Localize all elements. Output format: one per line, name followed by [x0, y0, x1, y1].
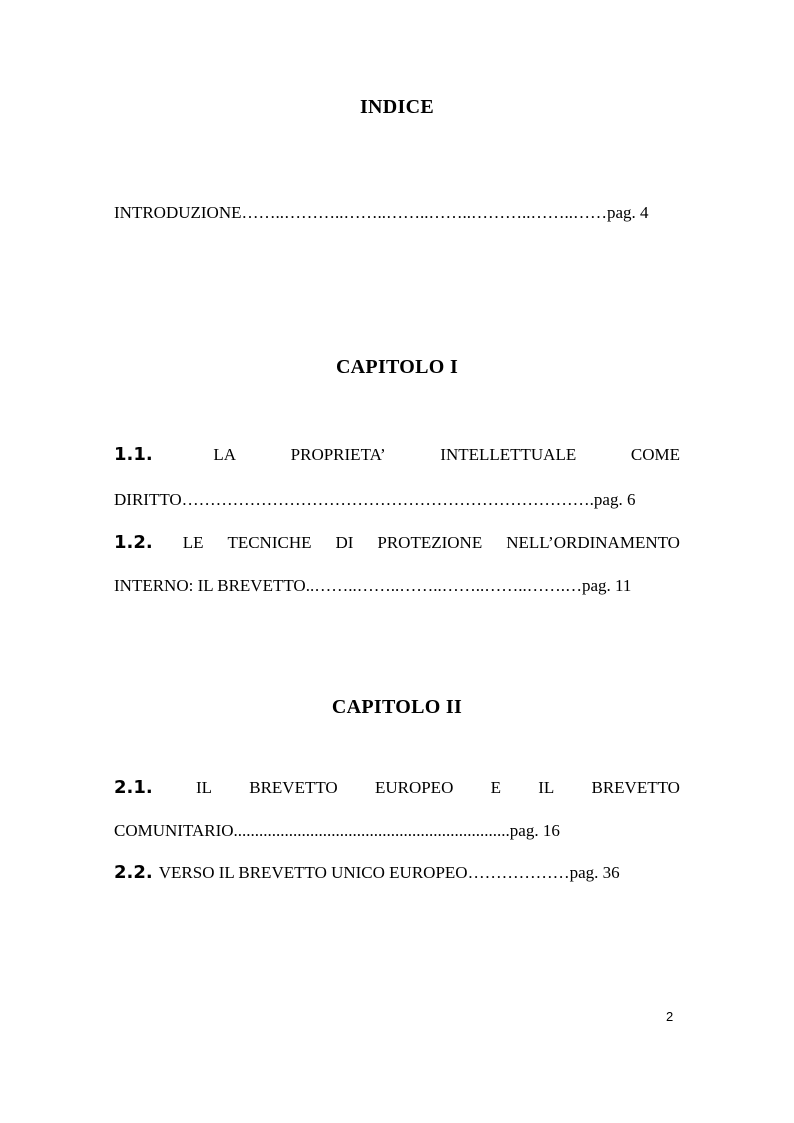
word: LA: [213, 445, 237, 464]
word: IL: [538, 778, 555, 797]
toc-entry-introduzione: INTRODUZIONE……..………..……..……..……..………..……..……pag. 4: [114, 203, 649, 222]
section-number: 1.1.: [114, 444, 153, 465]
word: E: [490, 778, 501, 797]
word: IL: [195, 778, 213, 797]
toc-entry-2-2: [114, 863, 680, 883]
word: PROPRIETA’: [290, 445, 386, 464]
word: PROTEZIONE: [377, 533, 483, 552]
word: LE: [182, 533, 204, 552]
toc-entry-2-2-text: VERSO IL BREVETTO UNICO EUROPEO………………pag. 36: [158, 863, 620, 882]
toc-entry-1-2-line2: INTERNO: IL BREVETTO..……..……..……..……..……..…….…pag. 11: [114, 576, 632, 595]
word: BREVETTO: [591, 778, 680, 797]
chapter-2-heading: CAPITOLO II: [331, 696, 463, 718]
toc-entry-2-1-line1: [114, 778, 680, 798]
word: COME: [630, 445, 680, 464]
page-title: INDICE: [359, 96, 435, 118]
section-number: 1.2.: [114, 532, 153, 553]
page-number: 2: [666, 1009, 674, 1024]
toc-entry-1-2-line1: [114, 533, 680, 553]
chapter-1-heading: CAPITOLO I: [335, 356, 459, 378]
word: BREVETTO: [249, 778, 338, 797]
section-number: 2.2.: [114, 862, 153, 883]
word: INTELLETTUALE: [440, 445, 577, 464]
toc-entry-1-1-line2: DIRITTO……………………………………………………………….pag. 6: [114, 490, 636, 509]
word: EUROPEO: [374, 778, 454, 797]
word: DI: [335, 533, 354, 552]
word: NELL’ORDINAMENTO: [506, 533, 680, 552]
toc-entry-1-1-line1: [114, 445, 680, 465]
toc-entry-2-1-line2: COMUNITARIO.................................................................pag. 16: [114, 821, 560, 840]
section-number: 2.1.: [114, 777, 153, 798]
word: TECNICHE: [227, 533, 312, 552]
